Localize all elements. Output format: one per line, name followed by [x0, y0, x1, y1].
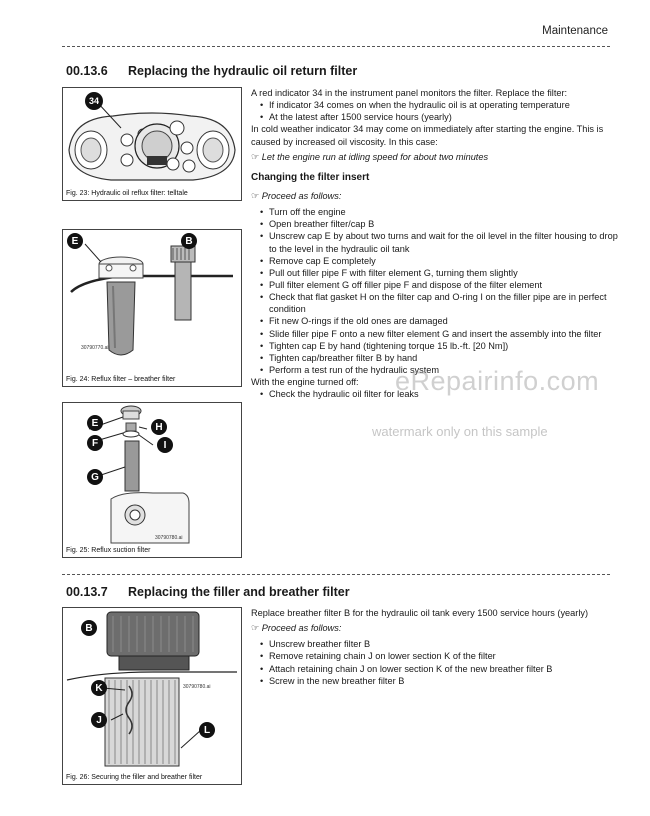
- figure-code: 30790770.ai: [81, 345, 109, 351]
- callout-H: H: [151, 419, 167, 435]
- figure-26: [62, 607, 242, 785]
- reflux-filter-illustration: [63, 230, 241, 386]
- list-item: • Pull filter element G off filler pipe F and dispose of the filter element: [251, 279, 623, 291]
- callout-E: E: [67, 233, 83, 249]
- callout-K: K: [91, 680, 107, 696]
- list-item: • Remove cap E completely: [251, 255, 623, 267]
- figure-23-caption: Fig. 23: Hydraulic oil reflux filter: telltale: [66, 190, 188, 197]
- list-item: • Tighten cap E by hand (tightening torque 15 lb.-ft. [20 Nm]): [251, 340, 623, 352]
- callout-L: L: [199, 722, 215, 738]
- section-number: 00.13.7: [66, 585, 108, 599]
- list-item: • Pull out filler pipe F with filter element G, turning them slightly: [251, 267, 623, 279]
- callout-E: E: [87, 415, 103, 431]
- list-item: • Turn off the engine: [251, 206, 623, 218]
- breather-filter-text: [251, 607, 623, 687]
- intro-text: A red indicator 34 in the instrument panel monitors the filter. Replace the filter:: [251, 88, 568, 98]
- list-item: • Attach retaining chain J on lower section K of the new breather filter B: [251, 663, 623, 675]
- figure-24-caption: Fig. 24: Reflux filter – breather filter: [66, 376, 176, 383]
- cold-weather-note: In cold weather indicator 34 may come on immediately after starting the engine. This is caused by increased oil viscosity. In this case:: [251, 124, 604, 147]
- section-rule: [62, 574, 610, 575]
- callout-34: 34: [85, 92, 103, 110]
- list-item: • Check that flat gasket H on the filter cap and O-ring I on the filler pipe are in perfect condition: [251, 291, 623, 315]
- callout-I: I: [157, 437, 173, 453]
- section-heading-return-filter: [66, 64, 357, 78]
- callout-G: G: [87, 469, 103, 485]
- list-item: • Screw in the new breather filter B: [251, 675, 623, 687]
- figure-code: 30790780.ai: [155, 535, 183, 541]
- section-heading-breather-filter: [66, 585, 350, 599]
- proceed-instruction: ☞ Proceed as follows:: [251, 623, 342, 634]
- figure-code: 30790780.ai: [183, 684, 211, 690]
- engine-off-text: With the engine turned off:: [251, 377, 359, 388]
- watermark-notice: watermark only on this sample: [372, 424, 548, 439]
- section-title: Replacing the hydraulic oil return filter: [128, 64, 358, 78]
- subheading-filter-insert: Changing the filter insert: [251, 171, 370, 183]
- idle-instruction: ☞ Let the engine run at idling speed for about two minutes: [251, 151, 489, 162]
- list-item: • Fit new O-rings if the old ones are damaged: [251, 315, 623, 327]
- list-item: • Check the hydraulic oil filter for leaks: [251, 388, 623, 400]
- list-item: • Remove retaining chain J on lower section K of the filter: [251, 650, 623, 662]
- callout-F: F: [87, 435, 103, 451]
- list-item: • Unscrew breather filter B: [251, 638, 623, 650]
- list-item: • If indicator 34 comes on when the hydraulic oil is at operating temperature: [251, 99, 623, 111]
- header-rule: [62, 46, 610, 47]
- proceed-instruction: ☞ Proceed as follows:: [251, 191, 342, 202]
- figure-25-caption: Fig. 25: Reflux suction filter: [66, 547, 151, 554]
- list-item: • Unscrew cap E by about two turns and wait for the oil level in the filter housing to drop to the level in the hydraulic oil tank: [251, 230, 623, 254]
- callout-J: J: [91, 712, 107, 728]
- list-item: • At the latest after 1500 service hours (yearly): [251, 111, 623, 123]
- section-number: 00.13.6: [66, 64, 108, 78]
- watermark-site: eRepairinfo.com: [395, 366, 600, 396]
- callout-B: B: [181, 233, 197, 249]
- section-title: Replacing the filler and breather filter: [128, 585, 350, 599]
- figure-24: [62, 229, 242, 387]
- list-item: • Tighten cap/breather filter B by hand: [251, 352, 623, 364]
- list-item: • Open breather filter/cap B: [251, 218, 623, 230]
- figure-25: [62, 402, 242, 558]
- list-item: • Perform a test run of the hydraulic system: [251, 364, 623, 376]
- intro-text: Replace breather filter B for the hydraulic oil tank every 1500 service hours (yearly): [251, 608, 589, 618]
- running-header: Maintenance: [542, 25, 608, 37]
- figure-26-caption: Fig. 26: Securing the filler and breather filter: [66, 774, 203, 781]
- list-item: • Slide filler pipe F onto a new filter element G and insert the assembly into the filter: [251, 328, 623, 340]
- figure-23: [62, 87, 242, 201]
- return-filter-text: [251, 87, 623, 400]
- callout-B: B: [81, 620, 97, 636]
